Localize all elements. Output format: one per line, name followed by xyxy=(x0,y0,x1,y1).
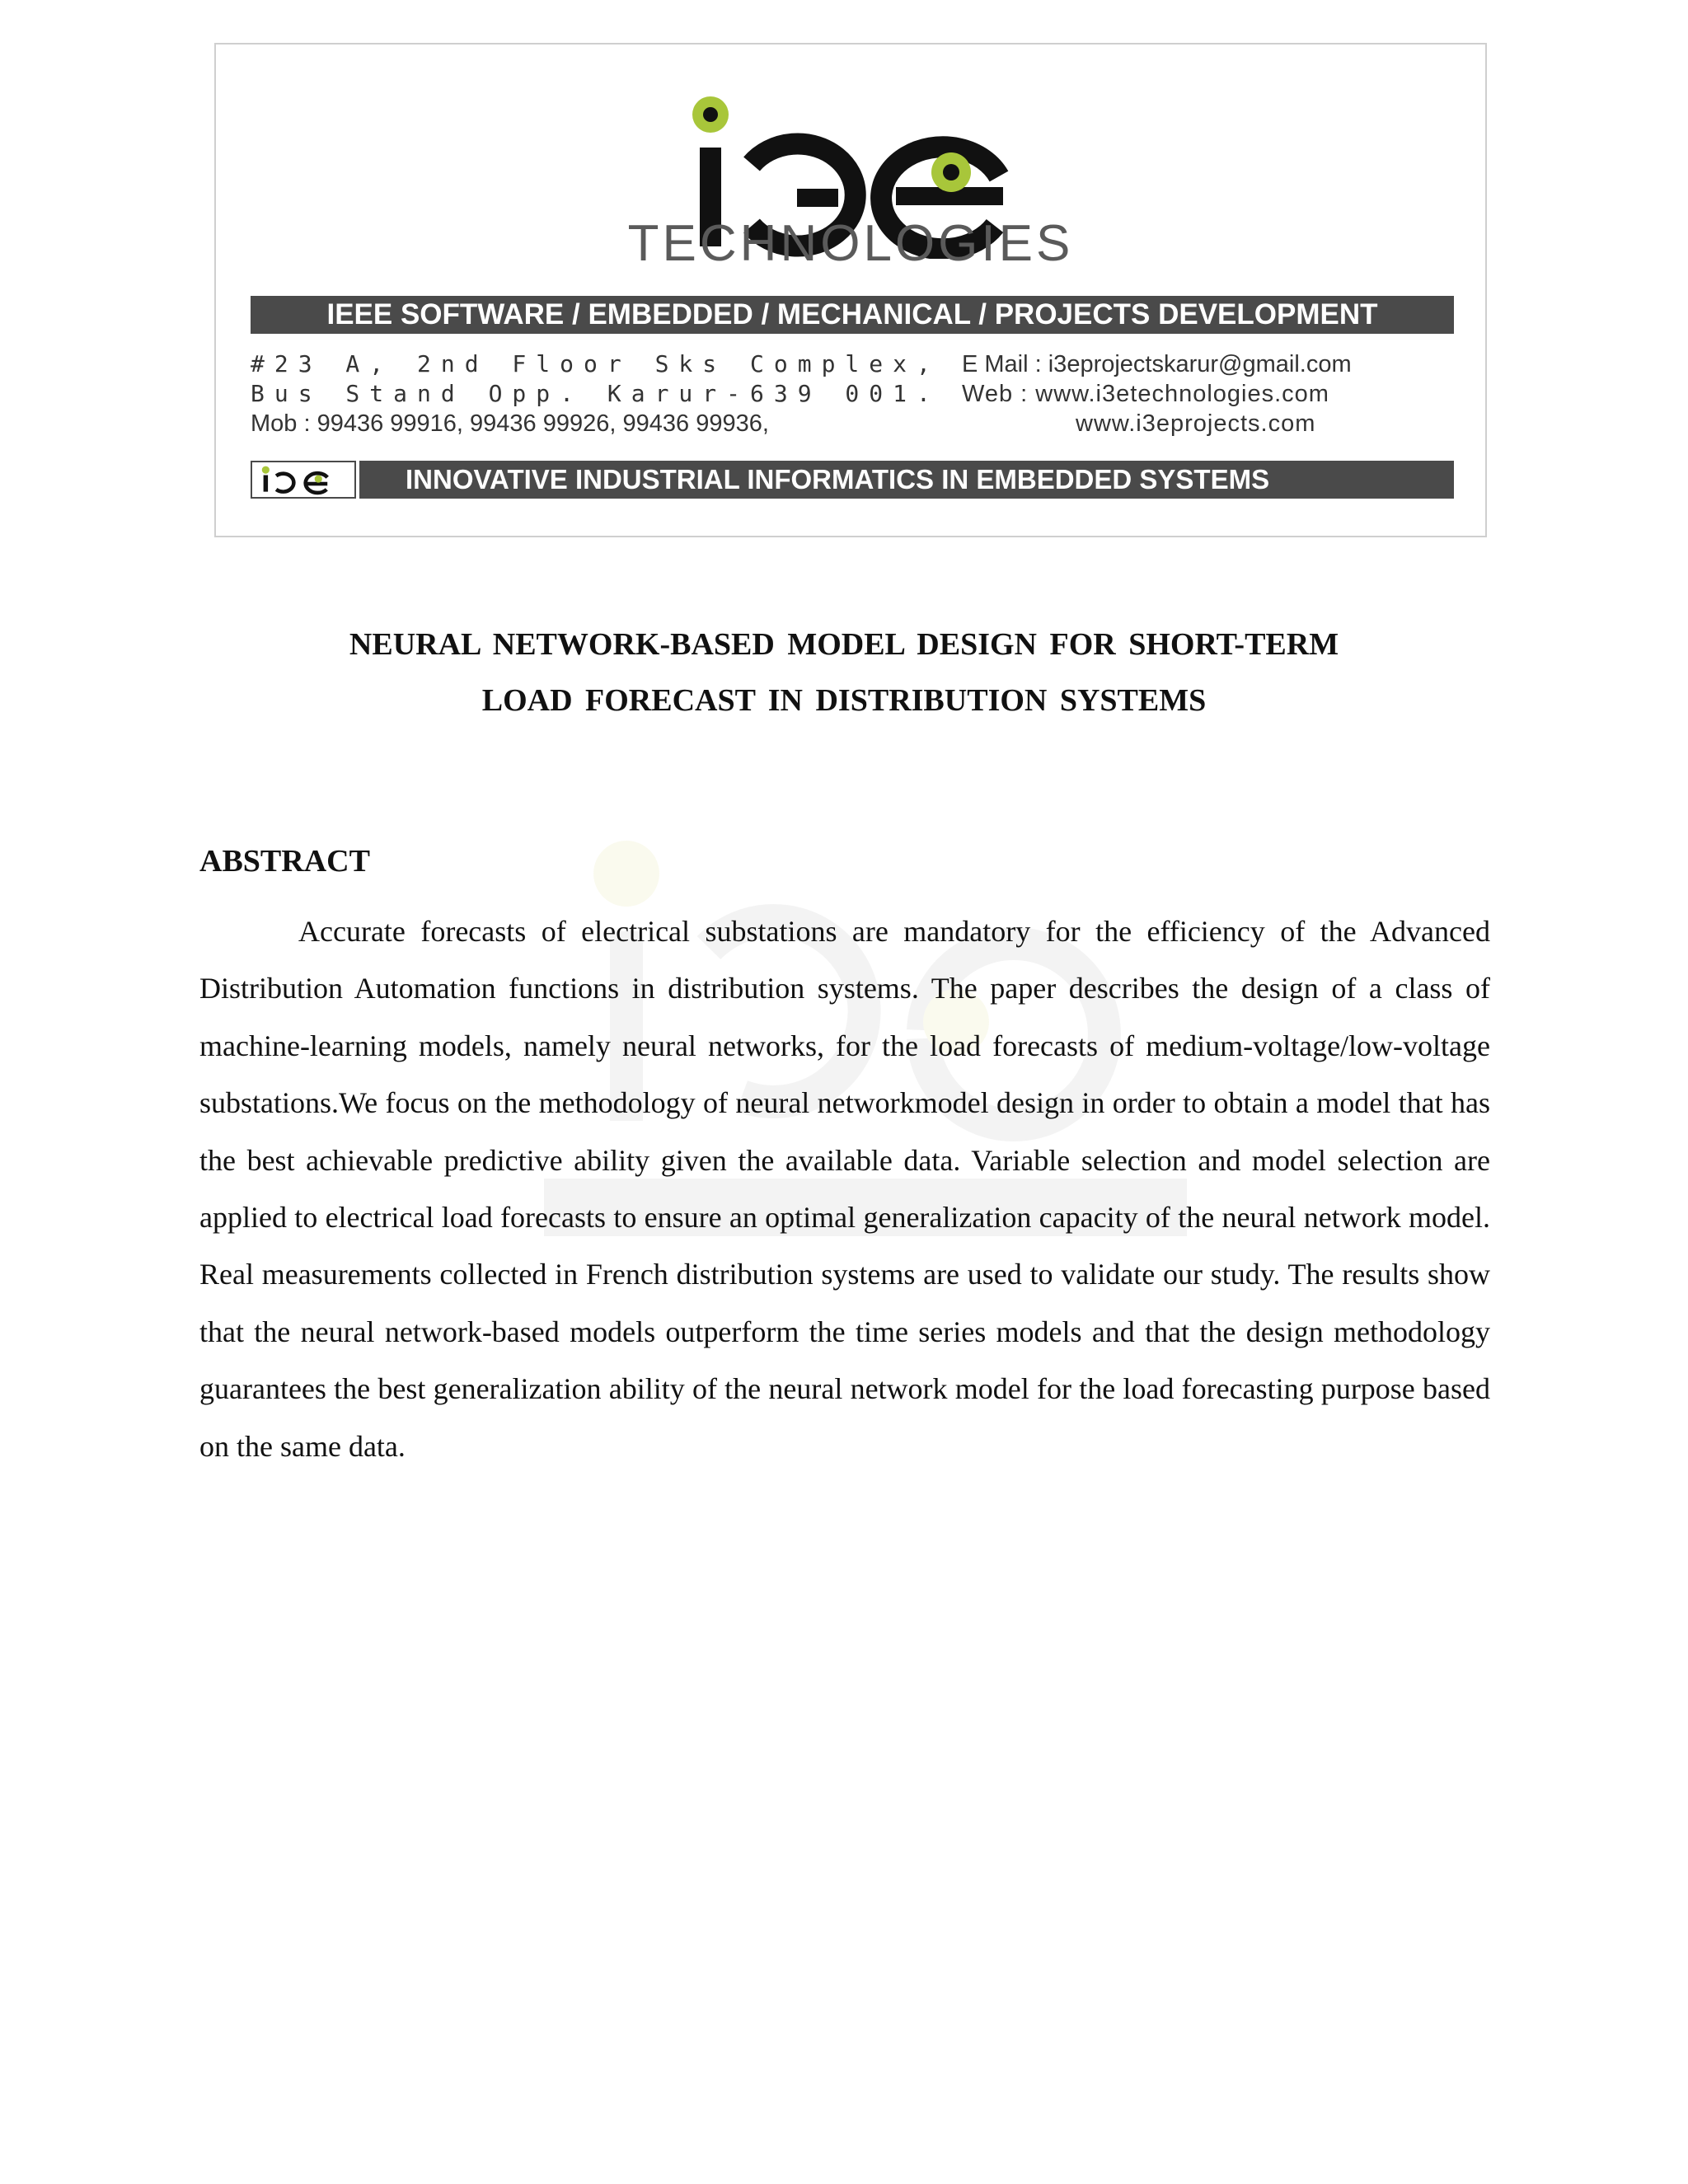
brand-name: TECHNOLOGIES xyxy=(627,215,1074,272)
email-line: E Mail : i3eprojectskarur@gmail.com xyxy=(962,351,1352,377)
title-line-1: NEURAL NETWORK-BASED MODEL DESIGN FOR SHORT-TERM xyxy=(349,627,1339,662)
title-line-2: LOAD FORECAST IN DISTRIBUTION SYSTEMS xyxy=(481,683,1207,718)
tagline-bar: IEEE SOFTWARE / EMBEDDED / MECHANICAL / PROJECTS DEVELOPMENT xyxy=(251,296,1454,334)
web-line: Web : www.i3etechnologies.com xyxy=(962,381,1329,407)
address-line-1: #23 A, 2nd Floor Sks Complex, xyxy=(251,350,940,377)
paper-title xyxy=(0,616,1688,729)
address-block xyxy=(251,349,940,438)
footer-row xyxy=(251,461,1454,499)
letterhead-banner xyxy=(214,43,1487,537)
contact-block xyxy=(962,349,1456,438)
i3e-small-logo-icon xyxy=(251,461,356,499)
abstract-body: Accurate forecasts of electrical substations are mandatory for the efficiency of the Advanced Distribution Automation functions in distribution systems. The paper describes the design of a class of machine-learning models, namely neural networks, for the load forecasts of medium-voltage/low-voltage substations.We focus on the methodology of neural networkmodel design in order to obtain a model that has the best achievable predictive ability given the available data. Variable selection and model selection are applied to electrical load forecasts to ensure an optimal generalization capacity of the neural network model. Real measurements collected in French distribution systems are used to validate our study. The results show that the neural network-based models outperform the time series models and that the design methodology guarantees the best generalization ability of the neural network model for the load forecasting purpose based on the same data. xyxy=(199,915,1490,1463)
address-line-2: Bus Stand Opp. Karur-639 001. xyxy=(251,380,940,407)
web-line-2: www.i3eprojects.com xyxy=(1076,410,1316,437)
footer-bar: INNOVATIVE INDUSTRIAL INFORMATICS IN EMBEDDED SYSTEMS xyxy=(359,461,1454,499)
mobile-numbers: Mob : 99436 99916, 99436 99926, 99436 99936, xyxy=(251,410,769,437)
abstract-heading: ABSTRACT xyxy=(199,844,370,879)
